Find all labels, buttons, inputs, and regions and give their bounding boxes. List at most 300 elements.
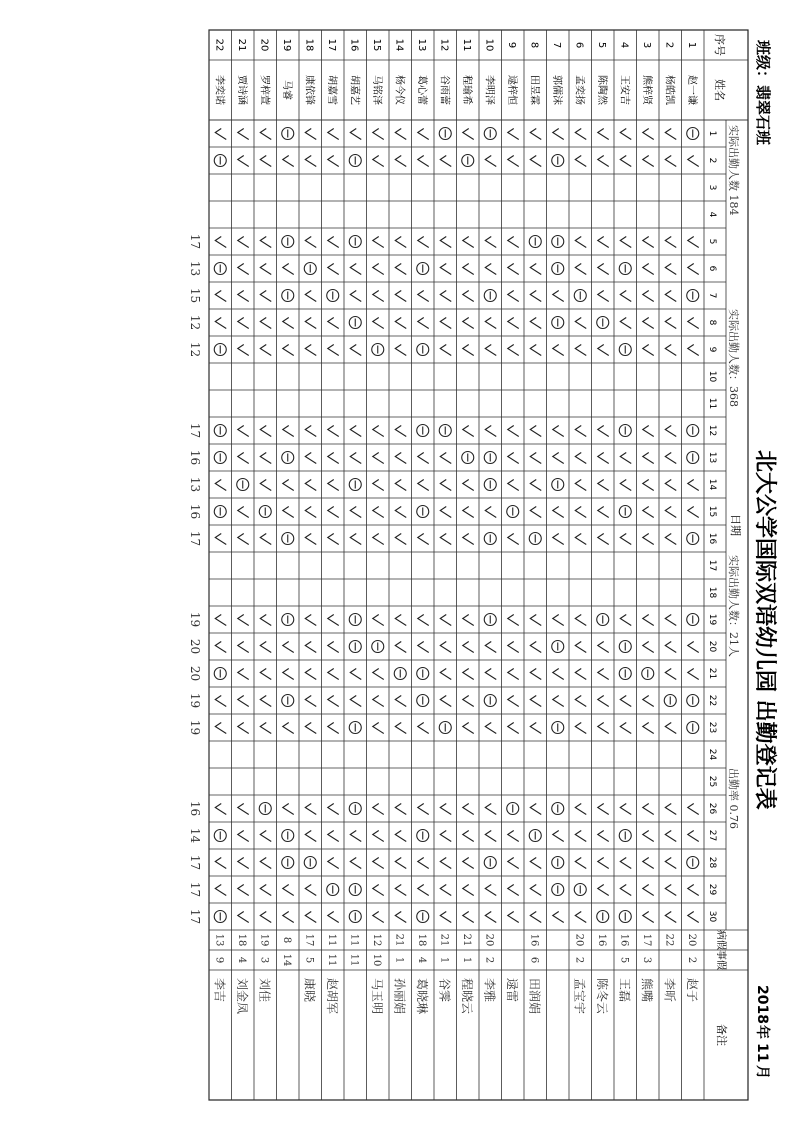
year-value: 2018 — [754, 985, 770, 1024]
present-check — [260, 858, 271, 869]
name-cell: 逯梓恒 — [506, 75, 517, 105]
present-check — [665, 156, 676, 167]
present-check — [283, 345, 294, 356]
present-check — [643, 912, 654, 923]
present-check — [620, 291, 631, 302]
personal-cell: 10 — [371, 953, 382, 967]
present-check — [530, 885, 541, 896]
present-check — [328, 804, 339, 815]
present-check — [598, 723, 609, 734]
present-check — [238, 291, 249, 302]
name-cell: 葛心蕾 — [416, 75, 427, 105]
present-check — [485, 831, 496, 842]
personal-cell: 1 — [461, 956, 472, 964]
remark-cell: 熊嘴 — [640, 978, 654, 1003]
present-check — [598, 426, 609, 437]
present-check — [395, 237, 406, 248]
personal-leave-header: 事假 — [715, 950, 726, 970]
present-check — [575, 804, 586, 815]
present-check — [620, 129, 631, 140]
present-check — [305, 885, 316, 896]
present-check — [620, 696, 631, 707]
name-cell: 李奕诺 — [213, 75, 225, 105]
present-check — [260, 345, 271, 356]
remark-cell: 葛晓琳 — [415, 978, 429, 1015]
present-check — [665, 129, 676, 140]
day-total: 16 — [188, 449, 202, 466]
present-check — [508, 453, 519, 464]
seq-cell: 8 — [528, 41, 540, 49]
present-check — [373, 831, 384, 842]
name-cell: 赵一谦 — [686, 75, 697, 105]
present-check — [575, 912, 586, 923]
present-check — [643, 129, 654, 140]
present-check — [215, 804, 226, 815]
present-check — [215, 858, 226, 869]
present-check — [463, 345, 474, 356]
present-check — [530, 264, 541, 275]
present-check — [688, 507, 699, 518]
present-check — [215, 291, 226, 302]
personal-cell: 4 — [236, 956, 247, 964]
present-check — [238, 615, 249, 626]
present-check — [305, 723, 316, 734]
day-number: 2 — [707, 157, 717, 164]
seq-cell: 4 — [618, 41, 630, 49]
remark-cell: 谷霁 — [437, 978, 452, 1003]
name-cell: 康依锋 — [303, 75, 315, 105]
present-check — [418, 642, 429, 653]
personal-cell: 2 — [483, 956, 495, 964]
personal-cell: 6 — [528, 956, 540, 964]
present-check — [440, 345, 451, 356]
present-check — [530, 291, 541, 302]
personal-cell: 3 — [641, 956, 652, 964]
present-check — [328, 642, 339, 653]
present-check — [350, 696, 361, 707]
day-number: 14 — [707, 478, 717, 491]
seq-cell: 11 — [461, 38, 472, 52]
personal-cell: 1 — [393, 956, 405, 964]
present-check — [598, 480, 609, 491]
week1-note: 实际出勤人数 184 — [727, 125, 740, 216]
present-check — [260, 885, 271, 896]
present-check — [508, 912, 519, 923]
present-check — [620, 615, 631, 626]
present-check — [440, 264, 451, 275]
day-number: 21 — [707, 667, 717, 680]
sick-cell: 21 — [461, 933, 472, 947]
present-check — [530, 642, 541, 653]
day-number: 20 — [707, 640, 717, 653]
present-check — [620, 804, 631, 815]
present-check — [665, 804, 676, 815]
present-check — [508, 156, 519, 167]
remark-header: 备注 — [715, 1024, 728, 1046]
present-check — [238, 804, 249, 815]
present-check — [643, 291, 654, 302]
present-check — [508, 264, 519, 275]
day-total: 16 — [188, 503, 202, 520]
present-check — [215, 696, 226, 707]
present-check — [418, 804, 429, 815]
present-check — [598, 156, 609, 167]
present-check — [440, 507, 451, 518]
remark-cell: 陈冬云 — [595, 978, 609, 1015]
present-check — [373, 453, 384, 464]
present-check — [283, 642, 294, 653]
remark-cell: 程晓云 — [460, 978, 474, 1015]
present-check — [620, 453, 631, 464]
day-total: 17 — [188, 233, 202, 250]
present-check — [373, 885, 384, 896]
present-check — [238, 534, 249, 545]
present-check — [395, 696, 406, 707]
name-cell: 胡嘉雪 — [326, 75, 337, 105]
seq-cell: 9 — [506, 41, 517, 49]
present-check — [283, 480, 294, 491]
present-check — [418, 291, 429, 302]
present-check — [643, 237, 654, 248]
remark-cell: 李昕 — [662, 978, 677, 1003]
present-check — [575, 264, 586, 275]
present-check — [373, 858, 384, 869]
present-check — [373, 291, 384, 302]
day-number: 19 — [707, 613, 717, 626]
sick-cell: 19 — [258, 933, 270, 947]
present-check — [508, 480, 519, 491]
day-number: 9 — [707, 346, 717, 353]
present-check — [553, 615, 564, 626]
present-check — [643, 534, 654, 545]
day-number: 24 — [707, 748, 717, 761]
present-check — [260, 426, 271, 437]
present-check — [598, 237, 609, 248]
week3-note: 实际出勤人数：21人 — [727, 555, 740, 657]
present-check — [238, 507, 249, 518]
remark-cell: 李雅 — [482, 978, 497, 1003]
day-number: 26 — [707, 802, 717, 815]
present-check — [688, 237, 699, 248]
present-check — [530, 858, 541, 869]
present-check — [350, 291, 361, 302]
present-check — [395, 426, 406, 437]
page-title: 北大公学国际双语幼儿园 出勤登记表 — [752, 450, 777, 810]
personal-cell: 3 — [258, 956, 270, 964]
remark-cell: 赵子 — [685, 978, 699, 1003]
present-check — [395, 912, 406, 923]
present-check — [440, 696, 451, 707]
name-cell: 罗梓萱 — [258, 75, 270, 105]
present-check — [530, 507, 541, 518]
present-check — [485, 885, 496, 896]
present-check — [665, 885, 676, 896]
present-check — [463, 291, 474, 302]
present-check — [665, 669, 676, 680]
day-number: 3 — [707, 184, 717, 191]
name-cell: 李明泽 — [483, 75, 495, 105]
present-check — [575, 129, 586, 140]
year-unit: 年 — [754, 1025, 770, 1039]
present-check — [395, 615, 406, 626]
present-check — [350, 669, 361, 680]
present-check — [463, 480, 474, 491]
present-check — [440, 156, 451, 167]
present-check — [665, 534, 676, 545]
present-check — [508, 723, 519, 734]
present-check — [463, 669, 474, 680]
name-cell: 谷雨蕾 — [438, 75, 450, 105]
present-check — [598, 885, 609, 896]
present-check — [575, 642, 586, 653]
present-check — [643, 615, 654, 626]
present-check — [305, 696, 316, 707]
name-cell: 郭儒沫 — [551, 75, 562, 105]
name-cell: 程瑜希 — [461, 75, 472, 105]
present-check — [463, 696, 474, 707]
present-check — [373, 534, 384, 545]
present-check — [643, 318, 654, 329]
present-check — [598, 129, 609, 140]
present-check — [575, 669, 586, 680]
present-check — [238, 345, 249, 356]
present-check — [260, 237, 271, 248]
present-check — [238, 156, 249, 167]
present-check — [530, 696, 541, 707]
present-check — [553, 831, 564, 842]
present-check — [463, 426, 474, 437]
day-total: 13 — [188, 260, 202, 277]
present-check — [440, 912, 451, 923]
present-check — [328, 615, 339, 626]
present-check — [643, 723, 654, 734]
present-check — [328, 507, 339, 518]
present-check — [598, 345, 609, 356]
present-check — [620, 723, 631, 734]
day-number: 10 — [707, 370, 717, 383]
name-cell: 田昱霖 — [528, 75, 540, 105]
present-check — [485, 669, 496, 680]
day-number: 16 — [707, 532, 717, 545]
present-check — [328, 480, 339, 491]
class-label: 班级：翡翠石班 — [754, 40, 772, 146]
present-check — [373, 669, 384, 680]
present-check — [485, 912, 496, 923]
present-check — [508, 345, 519, 356]
present-check — [463, 318, 474, 329]
sick-cell: 16 — [618, 933, 630, 947]
present-check — [373, 696, 384, 707]
present-check — [620, 885, 631, 896]
present-check — [238, 453, 249, 464]
present-check — [530, 426, 541, 437]
present-check — [395, 480, 406, 491]
day-total: 13 — [188, 476, 202, 493]
present-check — [530, 453, 541, 464]
present-check — [238, 912, 249, 923]
sick-cell: 21 — [438, 933, 450, 947]
present-check — [553, 507, 564, 518]
week2-note: 实际出勤人数：368 — [727, 309, 740, 407]
present-check — [620, 858, 631, 869]
day-total: 17 — [188, 422, 202, 439]
present-check — [440, 237, 451, 248]
present-check — [665, 642, 676, 653]
present-check — [688, 885, 699, 896]
day-number: 6 — [707, 265, 717, 272]
seq-cell: 5 — [596, 41, 607, 49]
remark-cell: 刘佳 — [257, 978, 272, 1003]
present-check — [350, 453, 361, 464]
present-check — [485, 723, 496, 734]
name-cell: 陈陶然 — [596, 75, 607, 105]
present-check — [215, 237, 226, 248]
sick-cell: 11 — [348, 933, 360, 947]
present-check — [643, 264, 654, 275]
present-check — [665, 858, 676, 869]
present-check — [643, 885, 654, 896]
present-check — [463, 723, 474, 734]
remark-cell: 康晓 — [302, 978, 317, 1003]
present-check — [575, 723, 586, 734]
present-check — [238, 237, 249, 248]
present-check — [238, 129, 249, 140]
present-check — [553, 291, 564, 302]
present-check — [688, 912, 699, 923]
day-number: 7 — [707, 292, 717, 299]
present-check — [688, 345, 699, 356]
present-check — [575, 480, 586, 491]
present-check — [440, 642, 451, 653]
day-number: 30 — [707, 910, 717, 923]
seq-cell: 15 — [371, 38, 382, 52]
seq-cell: 19 — [281, 38, 292, 52]
remark-cell: 田润娟 — [527, 978, 542, 1015]
present-check — [260, 534, 271, 545]
present-check — [575, 237, 586, 248]
present-check — [575, 156, 586, 167]
present-check — [665, 264, 676, 275]
present-check — [440, 291, 451, 302]
sick-cell: 20 — [483, 933, 495, 947]
present-check — [463, 642, 474, 653]
name-header: 姓名 — [713, 79, 726, 101]
present-check — [530, 480, 541, 491]
day-number: 4 — [707, 211, 717, 218]
personal-cell: 5 — [303, 956, 315, 964]
present-check — [643, 696, 654, 707]
present-check — [688, 480, 699, 491]
sick-cell: 16 — [596, 933, 607, 947]
month-unit: 月 — [754, 1065, 770, 1079]
present-check — [305, 507, 316, 518]
present-check — [418, 723, 429, 734]
present-check — [215, 534, 226, 545]
present-check — [260, 264, 271, 275]
present-check — [688, 669, 699, 680]
present-check — [238, 885, 249, 896]
name-cell: 熊梓贤 — [641, 75, 652, 105]
present-check — [328, 858, 339, 869]
day-total: 20 — [188, 638, 202, 655]
present-check — [530, 723, 541, 734]
present-check — [553, 345, 564, 356]
seq-cell: 16 — [348, 38, 360, 52]
present-check — [598, 642, 609, 653]
present-check — [553, 453, 564, 464]
sick-cell: 17 — [303, 933, 315, 947]
present-check — [238, 426, 249, 437]
date-stamp — [754, 985, 771, 1079]
present-check — [463, 831, 474, 842]
present-check — [508, 615, 519, 626]
present-check — [575, 831, 586, 842]
day-total: 17 — [188, 908, 202, 925]
present-check — [598, 804, 609, 815]
present-check — [508, 696, 519, 707]
present-check — [373, 723, 384, 734]
day-total: 17 — [188, 881, 202, 898]
present-check — [598, 534, 609, 545]
present-check — [260, 453, 271, 464]
present-check — [530, 804, 541, 815]
present-check — [328, 318, 339, 329]
present-check — [575, 318, 586, 329]
present-check — [215, 129, 226, 140]
present-check — [373, 480, 384, 491]
present-check — [418, 237, 429, 248]
present-check — [530, 912, 541, 923]
present-check — [598, 453, 609, 464]
present-check — [328, 534, 339, 545]
present-check — [463, 858, 474, 869]
present-check — [260, 831, 271, 842]
present-check — [395, 507, 406, 518]
present-check — [553, 129, 564, 140]
present-check — [598, 669, 609, 680]
present-check — [260, 129, 271, 140]
name-cell: 王安吉 — [618, 75, 630, 105]
present-check — [620, 156, 631, 167]
present-check — [530, 156, 541, 167]
present-check — [305, 804, 316, 815]
present-check — [395, 453, 406, 464]
personal-cell: 1 — [438, 956, 450, 964]
present-check — [643, 426, 654, 437]
present-check — [328, 129, 339, 140]
sick-cell: 18 — [236, 933, 247, 947]
present-check — [530, 615, 541, 626]
present-check — [575, 507, 586, 518]
present-check — [395, 534, 406, 545]
present-check — [418, 453, 429, 464]
day-number: 15 — [707, 505, 717, 518]
present-check — [373, 426, 384, 437]
attendance-table — [188, 30, 748, 1100]
personal-cell: 14 — [281, 953, 292, 967]
rate-note: 出勤率 0.76 — [727, 768, 740, 829]
present-check — [283, 723, 294, 734]
present-check — [418, 129, 429, 140]
present-check — [508, 318, 519, 329]
present-check — [215, 615, 226, 626]
present-check — [350, 264, 361, 275]
present-check — [485, 237, 496, 248]
present-check — [283, 264, 294, 275]
day-number: 29 — [707, 883, 717, 896]
present-check — [665, 723, 676, 734]
present-check — [643, 507, 654, 518]
